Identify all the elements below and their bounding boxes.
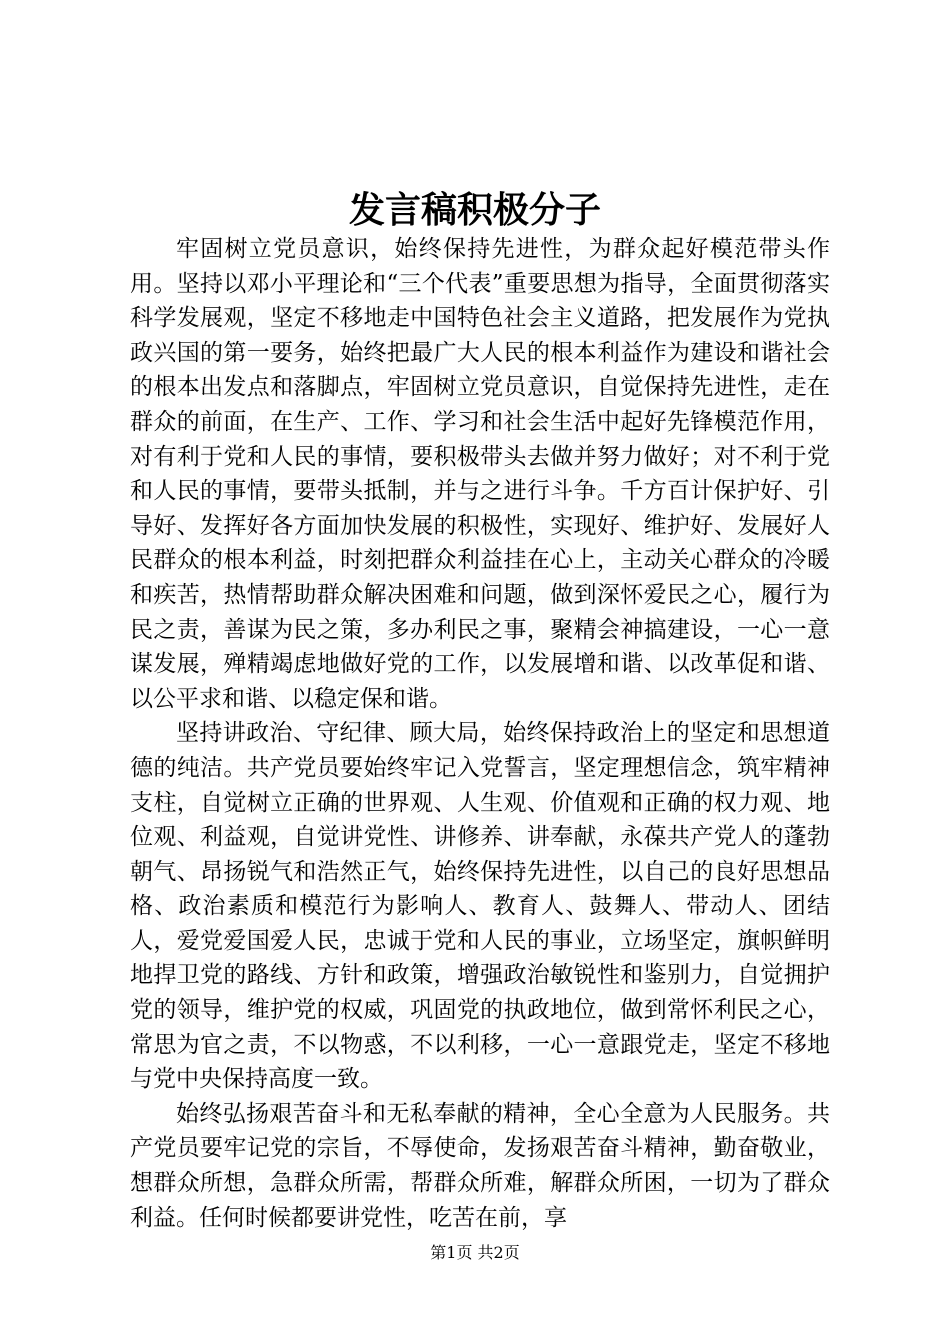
document-title: 发言稿积极分子 bbox=[348, 189, 601, 231]
paragraph: 始终弘扬艰苦奋斗和无私奉献的精神，全心全意为人民服务。共产党员要牢记党的宗旨，不辱使命，发扬艰苦奋斗精神，勤奋敬业，想群众所想，急群众所需，帮群众所难，解群众所困，一切为了群众利益。任何时候都要讲党性，吃苦在前，享 bbox=[130, 1100, 830, 1231]
paragraph: 坚持讲政治、守纪律、顾大局，始终保持政治上的坚定和思想道德的纯洁。共产党员要始终牢记入党誓言，坚定理想信念，筑牢精神支柱，自觉树立正确的世界观、人生观、价值观和正确的权力观、地位观、利益观，自觉讲党性、讲修养、讲奉献，永葆共产党人的蓬勃朝气、昂扬锐气和浩然正气，始终保持先进性，以自己的良好思想品格、政治素质和模范行为影响人、教育人、鼓舞人、带动人、团结人，爱党爱国爱人民，忠诚于党和人民的事业，立场坚定，旗帜鲜明地捍卫党的路线、方针和政策，增强政治敏锐性和鉴别力，自觉拥护党的领导，维护党的权威，巩固党的执政地位，做到常怀利民之心，常思为官之责，不以物惑，不以利移，一心一意跟党走，坚定不移地与党中央保持高度一致。 bbox=[130, 720, 830, 1093]
paragraph: 牢固树立党员意识，始终保持先进性，为群众起好模范带头作用。坚持以邓小平理论和“三个代表”重要思想为指导，全面贯彻落实科学发展观，坚定不移地走中国特色社会主义道路，把发展作为党执政兴国的第一要务，始终把最广大人民的根本利益作为建设和谐社会的根本出发点和落脚点，牢固树立党员意识，自觉保持先进性，走在群众的前面，在生产、工作、学习和社会生活中起好先锋模范作用，对有利于党和人民的事情，要积极带头去做并努力做好；对不利于党和人民的事情，要带头抵制，并与之进行斗争。千方百计保护好、引导好、发挥好各方面加快发展的积极性，实现好、维护好、发展好人民群众的根本利益，时刻把群众利益挂在心上，主动关心群众的冷暖和疾苦，热情帮助群众解决困难和问题，做到深怀爱民之心，履行为民之责，善谋为民之策，多办利民之事，聚精会神搞建设，一心一意谋发展，殚精竭虑地做好党的工作，以发展增和谐、以改革促和谐、以公平求和谐、以稳定保和谐。 bbox=[130, 236, 830, 712]
page-number-footer: 第1页 共2页 bbox=[430, 1243, 520, 1262]
document-body bbox=[130, 232, 830, 1235]
